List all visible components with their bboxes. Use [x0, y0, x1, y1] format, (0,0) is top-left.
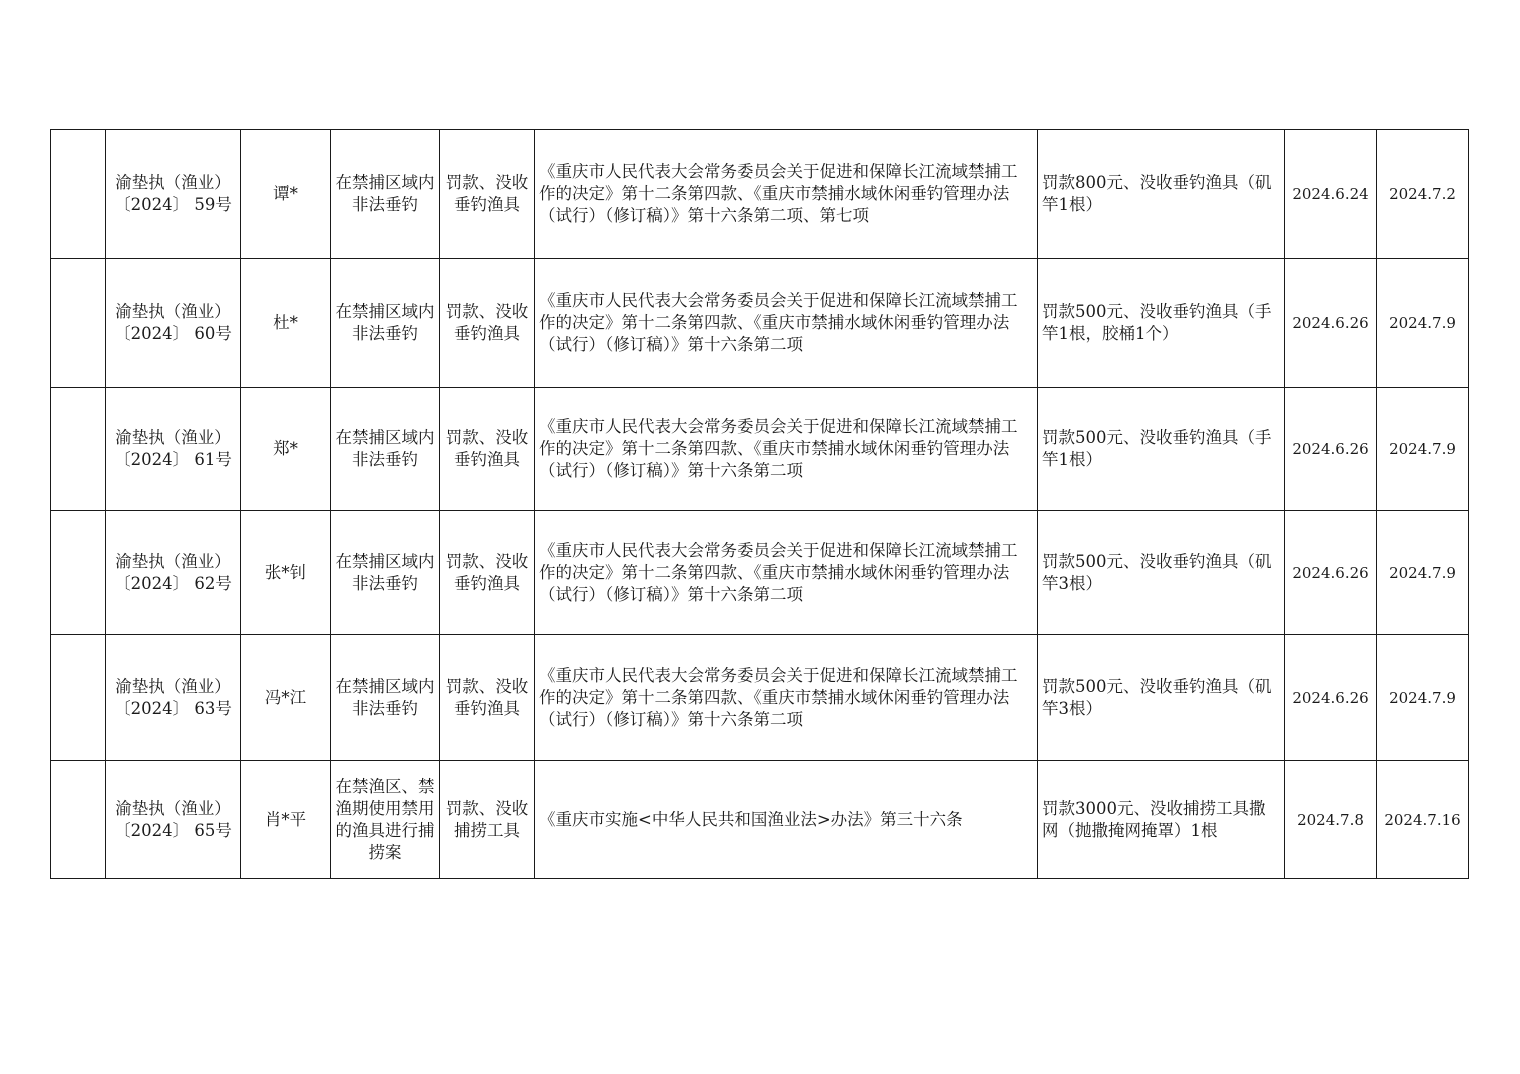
decision-date-cell: 2024.6.26 [1285, 635, 1377, 761]
penalty-type-cell: 罚款、没收捕捞工具 [440, 761, 535, 879]
index-cell [51, 635, 106, 761]
table-row [51, 388, 1469, 511]
doc-number-line2: 〔2024〕 61号 [114, 450, 232, 469]
doc-number-line1: 渝垫执（渔业） [115, 676, 231, 696]
doc-number-cell [106, 259, 241, 388]
decision-date-cell: 2024.6.26 [1285, 511, 1377, 635]
doc-number-cell [106, 388, 241, 511]
doc-number-line1: 渝垫执（渔业） [115, 428, 231, 447]
table-row [51, 130, 1469, 259]
publish-date-cell: 2024.7.9 [1377, 635, 1469, 761]
penalty-type-cell: 罚款、没收垂钓渔具 [440, 130, 535, 259]
penalty-type-cell: 罚款、没收垂钓渔具 [440, 388, 535, 511]
index-cell [51, 259, 106, 388]
doc-number-cell [106, 635, 241, 761]
table-row [51, 511, 1469, 635]
violation-fact-cell: 在禁捕区域内非法垂钓 [331, 388, 440, 511]
doc-number-cell [106, 761, 241, 879]
doc-number-cell [106, 130, 241, 259]
doc-number-line2: 〔2024〕 62号 [114, 573, 232, 593]
party-name-cell: 张*钊 [241, 511, 331, 635]
party-name-cell: 谭* [241, 130, 331, 259]
doc-number-line2: 〔2024〕 65号 [114, 820, 232, 840]
publish-date-cell: 2024.7.16 [1377, 761, 1469, 879]
penalty-result-cell: 罚款500元、没收垂钓渔具（手竿1根） [1038, 388, 1285, 511]
doc-number-cell [106, 511, 241, 635]
index-cell [51, 388, 106, 511]
decision-date-cell: 2024.6.26 [1285, 259, 1377, 388]
penalty-result-cell: 罚款800元、没收垂钓渔具（矶竿1根） [1038, 130, 1285, 259]
penalty-records-table [50, 129, 1469, 879]
penalty-result-cell: 罚款500元、没收垂钓渔具（矶竿3根） [1038, 511, 1285, 635]
violation-fact-cell: 在禁捕区域内非法垂钓 [331, 635, 440, 761]
doc-number-line1: 渝垫执（渔业） [115, 173, 231, 192]
table-row [51, 761, 1469, 879]
table-row [51, 259, 1469, 388]
penalty-result-cell: 罚款500元、没收垂钓渔具（手竿1根，胶桶1个） [1038, 259, 1285, 388]
doc-number-line2: 〔2024〕 59号 [114, 195, 232, 214]
party-name-cell: 冯*江 [241, 635, 331, 761]
penalty-type-cell: 罚款、没收垂钓渔具 [440, 511, 535, 635]
doc-number-line1: 渝垫执（渔业） [115, 551, 231, 571]
violation-fact-cell: 在禁渔区、禁渔期使用禁用的渔具进行捕捞案 [331, 761, 440, 879]
decision-date-cell: 2024.6.24 [1285, 130, 1377, 259]
legal-basis-cell: 《重庆市实施<中华人民共和国渔业法>办法》第三十六条 [535, 761, 1038, 879]
party-name-cell: 郑* [241, 388, 331, 511]
violation-fact-cell: 在禁捕区域内非法垂钓 [331, 259, 440, 388]
legal-basis-cell: 《重庆市人民代表大会常务委员会关于促进和保障长江流域禁捕工作的决定》第十二条第四款、《重庆市禁捕水域休闲垂钓管理办法（试行）（修订稿）》第十六条第二项 [535, 388, 1038, 511]
penalty-type-cell: 罚款、没收垂钓渔具 [440, 635, 535, 761]
penalty-type-cell: 罚款、没收垂钓渔具 [440, 259, 535, 388]
publish-date-cell: 2024.7.9 [1377, 259, 1469, 388]
legal-basis-cell: 《重庆市人民代表大会常务委员会关于促进和保障长江流域禁捕工作的决定》第十二条第四款、《重庆市禁捕水域休闲垂钓管理办法（试行）（修订稿）》第十六条第二项 [535, 259, 1038, 388]
index-cell [51, 511, 106, 635]
party-name-cell: 杜* [241, 259, 331, 388]
decision-date-cell: 2024.7.8 [1285, 761, 1377, 879]
penalty-result-cell: 罚款3000元、没收捕捞工具撒网（抛撒掩网掩罩）1根 [1038, 761, 1285, 879]
doc-number-line2: 〔2024〕 63号 [114, 698, 232, 718]
legal-basis-cell: 《重庆市人民代表大会常务委员会关于促进和保障长江流域禁捕工作的决定》第十二条第四款、《重庆市禁捕水域休闲垂钓管理办法（试行）（修订稿）》第十六条第二项、第七项 [535, 130, 1038, 259]
publish-date-cell: 2024.7.2 [1377, 130, 1469, 259]
doc-number-line2: 〔2024〕 60号 [114, 324, 232, 343]
legal-basis-cell: 《重庆市人民代表大会常务委员会关于促进和保障长江流域禁捕工作的决定》第十二条第四款、《重庆市禁捕水域休闲垂钓管理办法（试行）（修订稿）》第十六条第二项 [535, 635, 1038, 761]
doc-number-line1: 渝垫执（渔业） [115, 798, 231, 818]
table-row [51, 635, 1469, 761]
publish-date-cell: 2024.7.9 [1377, 511, 1469, 635]
penalty-result-cell: 罚款500元、没收垂钓渔具（矶竿3根） [1038, 635, 1285, 761]
violation-fact-cell: 在禁捕区域内非法垂钓 [331, 130, 440, 259]
decision-date-cell: 2024.6.26 [1285, 388, 1377, 511]
party-name-cell: 肖*平 [241, 761, 331, 879]
doc-number-line1: 渝垫执（渔业） [115, 302, 231, 321]
legal-basis-cell: 《重庆市人民代表大会常务委员会关于促进和保障长江流域禁捕工作的决定》第十二条第四款、《重庆市禁捕水域休闲垂钓管理办法（试行）（修订稿）》第十六条第二项 [535, 511, 1038, 635]
publish-date-cell: 2024.7.9 [1377, 388, 1469, 511]
index-cell [51, 761, 106, 879]
index-cell [51, 130, 106, 259]
violation-fact-cell: 在禁捕区域内非法垂钓 [331, 511, 440, 635]
